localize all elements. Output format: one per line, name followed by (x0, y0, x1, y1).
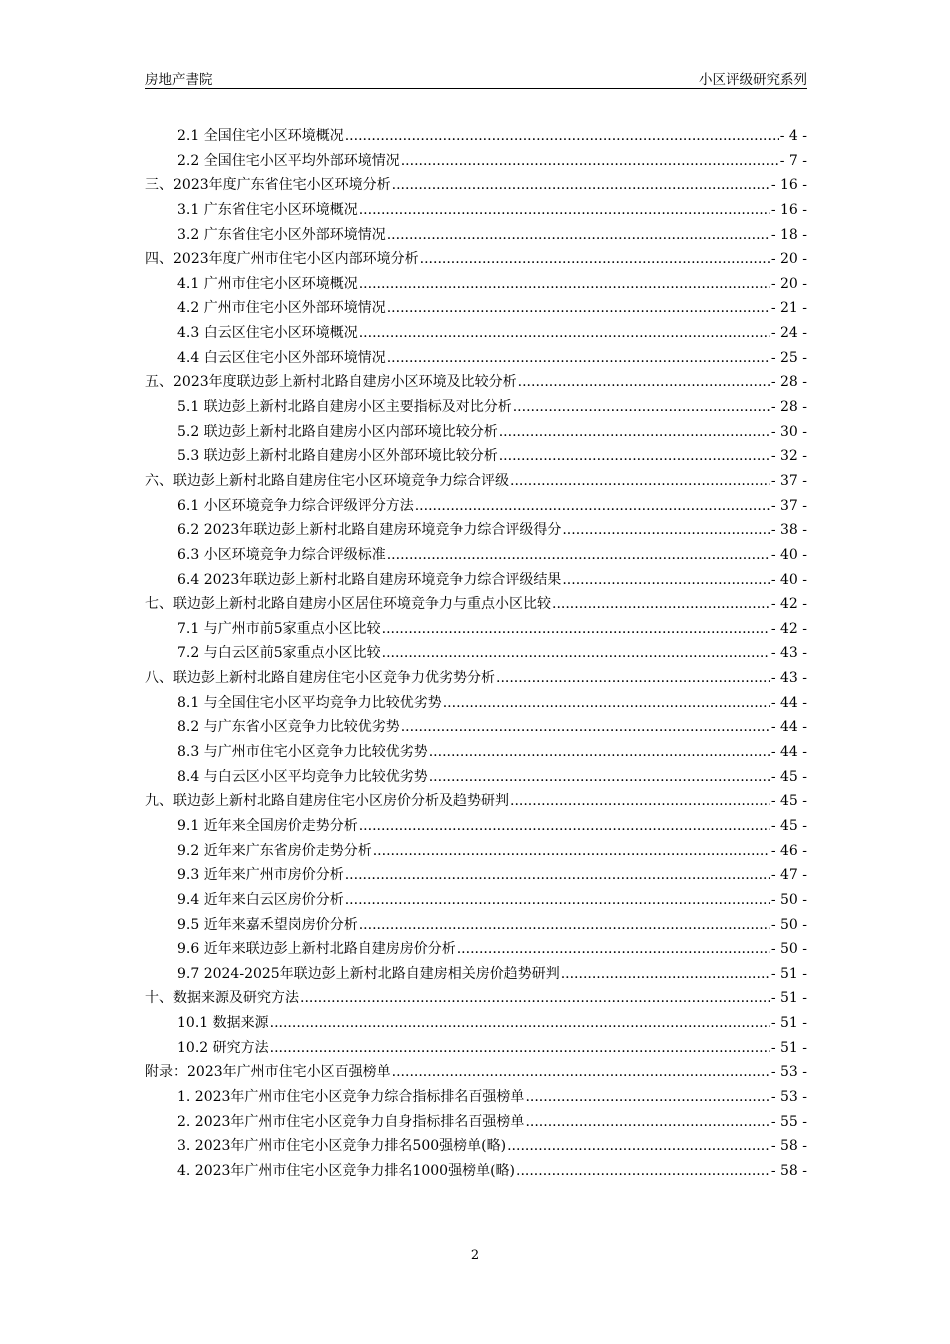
toc-chapter-entry[interactable] (145, 248, 807, 273)
toc-section-entry[interactable] (145, 692, 807, 717)
toc-entry-page: - 44 - (770, 719, 807, 736)
toc-section-entry[interactable] (145, 1037, 807, 1062)
toc-section-entry[interactable] (145, 618, 807, 643)
toc-entry-title: 六、联边彭上新村北路自建房住宅小区环境竞争力综合评级 (145, 472, 509, 489)
toc-dot-leader (561, 966, 770, 982)
toc-dot-leader (382, 645, 770, 661)
toc-entry-page: - 40 - (770, 571, 807, 588)
toc-entry-page: - 20 - (770, 251, 807, 268)
toc-entry-title: 3.2 广东省住宅小区外部环境情况 (177, 226, 386, 243)
toc-entry-title: 五、2023年度联边彭上新村北路自建房小区环境及比较分析 (145, 374, 517, 391)
toc-entry-page: - 53 - (770, 1064, 807, 1081)
header-left-title: 房地产書院 (145, 72, 213, 88)
toc-section-entry[interactable] (145, 716, 807, 741)
toc-entry-page: - 7 - (779, 152, 807, 169)
toc-dot-leader (270, 1040, 770, 1056)
table-of-contents (145, 125, 807, 1185)
toc-section-entry[interactable] (145, 741, 807, 766)
toc-section-entry[interactable] (145, 519, 807, 544)
toc-entry-page: - 53 - (770, 1088, 807, 1105)
toc-dot-leader (359, 276, 770, 292)
toc-dot-leader (387, 227, 770, 243)
toc-entry-title: 9.6 近年来联边彭上新村北路自建房房价分析 (177, 941, 456, 958)
toc-dot-leader (401, 153, 779, 169)
toc-section-entry[interactable] (145, 1012, 807, 1037)
toc-section-entry[interactable] (145, 1160, 807, 1185)
toc-entry-page: - 43 - (770, 645, 807, 662)
toc-chapter-entry[interactable] (145, 790, 807, 815)
toc-entry-page: - 4 - (779, 128, 807, 144)
toc-section-entry[interactable] (145, 347, 807, 372)
toc-entry-title: 10.1 数据来源 (177, 1015, 269, 1032)
toc-entry-page: - 42 - (770, 596, 807, 613)
toc-entry-title: 3.1 广东省住宅小区环境概况 (177, 201, 358, 218)
toc-section-entry[interactable] (145, 199, 807, 224)
toc-section-entry[interactable] (145, 766, 807, 791)
toc-entry-page: - 46 - (770, 842, 807, 859)
toc-entry-title: 2.2 全国住宅小区平均外部环境情况 (177, 152, 400, 169)
toc-entry-title: 6.1 小区环境竞争力综合评级评分方法 (177, 497, 414, 514)
toc-entry-title: 9.7 2024-2025年联边彭上新村北路自建房相关房价趋势研判 (177, 965, 560, 982)
toc-dot-leader (359, 917, 770, 933)
toc-entry-page: - 32 - (770, 448, 807, 465)
toc-dot-leader (392, 177, 770, 193)
toc-entry-title: 4.4 白云区住宅小区外部环境情况 (177, 349, 386, 366)
toc-dot-leader (457, 941, 770, 957)
toc-entry-page: - 50 - (770, 916, 807, 933)
toc-entry-title: 十、数据来源及研究方法 (145, 990, 299, 1007)
toc-entry-title: 4.2 广州市住宅小区外部环境情况 (177, 300, 386, 317)
toc-entry-page: - 40 - (770, 546, 807, 563)
toc-entry-title: 9.4 近年来白云区房价分析 (177, 891, 344, 908)
toc-dot-leader (562, 522, 769, 538)
toc-dot-leader (510, 473, 770, 489)
toc-entry-page: - 45 - (770, 768, 807, 785)
toc-chapter-entry[interactable] (145, 371, 807, 396)
toc-dot-leader (516, 1163, 770, 1179)
toc-dot-leader (300, 990, 770, 1006)
toc-entry-title: 七、联边彭上新村北路自建房小区居住环境竞争力与重点小区比较 (145, 596, 551, 613)
toc-entry-title: 5.2 联边彭上新村北路自建房小区内部环境比较分析 (177, 423, 498, 440)
toc-entry-title: 5.3 联边彭上新村北路自建房小区外部环境比较分析 (177, 448, 498, 465)
toc-entry-page: - 55 - (770, 1113, 807, 1130)
toc-dot-leader (359, 818, 770, 834)
toc-entry-title: 8.3 与广州市住宅小区竞争力比较优劣势 (177, 744, 428, 761)
toc-entry-title: 7.2 与白云区前5家重点小区比较 (177, 645, 381, 662)
toc-entry-page: - 51 - (770, 1039, 807, 1056)
toc-entry-title: 2.1 全国住宅小区环境概况 (177, 128, 344, 144)
toc-dot-leader (359, 325, 770, 341)
toc-entry-page: - 16 - (770, 177, 807, 194)
toc-entry-title: 九、联边彭上新村北路自建房住宅小区房价分析及趋势研判 (145, 793, 509, 810)
toc-chapter-entry[interactable] (145, 174, 807, 199)
toc-dot-leader (401, 719, 770, 735)
toc-section-entry[interactable] (145, 297, 807, 322)
toc-section-entry[interactable] (145, 938, 807, 963)
toc-entry-page: - 44 - (770, 694, 807, 711)
toc-entry-page: - 51 - (770, 1015, 807, 1032)
toc-entry-title: 7.1 与广州市前5家重点小区比较 (177, 620, 381, 637)
toc-dot-leader (429, 744, 770, 760)
toc-entry-title: 2. 2023年广州市住宅小区竞争力自身指标排名百强榜单 (177, 1113, 525, 1130)
toc-dot-leader (359, 202, 770, 218)
toc-entry-title: 四、2023年度广州市住宅小区内部环境分析 (145, 251, 419, 268)
toc-chapter-entry[interactable] (145, 1061, 807, 1086)
toc-entry-title: 4.1 广州市住宅小区环境概况 (177, 275, 358, 292)
toc-section-entry[interactable] (145, 963, 807, 988)
toc-entry-page: - 37 - (770, 497, 807, 514)
toc-entry-page: - 20 - (770, 275, 807, 292)
toc-dot-leader (443, 695, 770, 711)
toc-dot-leader (499, 424, 770, 440)
toc-entry-page: - 24 - (770, 325, 807, 342)
toc-section-entry[interactable] (145, 544, 807, 569)
toc-chapter-entry[interactable] (145, 987, 807, 1012)
toc-dot-leader (562, 572, 769, 588)
toc-section-entry[interactable] (145, 889, 807, 914)
toc-entry-title: 8.2 与广东省小区竞争力比较优劣势 (177, 719, 400, 736)
toc-entry-page: - 45 - (770, 793, 807, 810)
toc-entry-page: - 44 - (770, 744, 807, 761)
toc-dot-leader (387, 300, 770, 316)
toc-entry-page: - 51 - (770, 965, 807, 982)
toc-dot-leader (382, 621, 770, 637)
toc-dot-leader (387, 547, 770, 563)
toc-entry-title: 10.2 研究方法 (177, 1039, 269, 1056)
toc-entry-page: - 50 - (770, 941, 807, 958)
page-header (145, 66, 807, 89)
toc-section-entry[interactable] (145, 569, 807, 594)
toc-section-entry[interactable] (145, 495, 807, 520)
toc-dot-leader (345, 867, 770, 883)
toc-entry-title: 9.2 近年来广东省房价走势分析 (177, 842, 372, 859)
toc-dot-leader (345, 128, 779, 144)
toc-dot-leader (507, 1138, 770, 1154)
header-right-title: 小区评级研究系列 (699, 72, 807, 88)
toc-section-entry[interactable] (145, 445, 807, 470)
toc-entry-title: 6.3 小区环境竞争力综合评级标准 (177, 546, 386, 563)
toc-chapter-entry[interactable] (145, 667, 807, 692)
toc-entry-title: 1. 2023年广州市住宅小区竞争力综合指标排名百强榜单 (177, 1088, 525, 1105)
toc-section-entry[interactable] (145, 396, 807, 421)
toc-dot-leader (499, 448, 770, 464)
toc-entry-title: 9.5 近年来嘉禾望岗房价分析 (177, 916, 358, 933)
toc-section-entry[interactable] (145, 864, 807, 889)
toc-entry-page: - 58 - (770, 1162, 807, 1179)
toc-entry-title: 三、2023年度广东省住宅小区环境分析 (145, 177, 391, 194)
toc-dot-leader (420, 251, 770, 267)
toc-dot-leader (345, 892, 770, 908)
toc-section-entry[interactable] (145, 125, 807, 150)
toc-entry-title: 附录：2023年广州市住宅小区百强榜单 (145, 1064, 391, 1081)
toc-section-entry[interactable] (145, 322, 807, 347)
toc-dot-leader (525, 1089, 769, 1105)
page-number: 2 (470, 1248, 480, 1263)
toc-dot-leader (513, 399, 770, 415)
toc-entry-page: - 30 - (770, 423, 807, 440)
toc-section-entry[interactable] (145, 273, 807, 298)
toc-entry-page: - 51 - (770, 990, 807, 1007)
toc-section-entry[interactable] (145, 1086, 807, 1111)
toc-section-entry[interactable] (145, 840, 807, 865)
toc-entry-page: - 43 - (770, 670, 807, 687)
toc-entry-page: - 47 - (770, 867, 807, 884)
toc-section-entry[interactable] (145, 224, 807, 249)
toc-dot-leader (496, 670, 770, 686)
toc-section-entry[interactable] (145, 150, 807, 175)
toc-entry-title: 6.2 2023年联边彭上新村北路自建房环境竞争力综合评级得分 (177, 522, 562, 539)
toc-entry-page: - 50 - (770, 891, 807, 908)
toc-dot-leader (392, 1064, 770, 1080)
toc-entry-page: - 38 - (770, 522, 807, 539)
toc-chapter-entry[interactable] (145, 470, 807, 495)
toc-section-entry[interactable] (145, 815, 807, 840)
toc-dot-leader (518, 374, 770, 390)
toc-entry-title: 8.4 与白云区小区平均竞争力比较优劣势 (177, 768, 428, 785)
toc-dot-leader (552, 596, 770, 612)
toc-entry-page: - 45 - (770, 817, 807, 834)
toc-entry-page: - 25 - (770, 349, 807, 366)
toc-entry-title: 4. 2023年广州市住宅小区竞争力排名1000强榜单(略) (177, 1162, 515, 1179)
toc-entry-title: 3. 2023年广州市住宅小区竞争力排名500强榜单(略) (177, 1138, 507, 1155)
toc-section-entry[interactable] (145, 1135, 807, 1160)
toc-entry-page: - 16 - (770, 201, 807, 218)
toc-entry-page: - 58 - (770, 1138, 807, 1155)
toc-entry-title: 8.1 与全国住宅小区平均竞争力比较优劣势 (177, 694, 442, 711)
toc-entry-title: 9.1 近年来全国房价走势分析 (177, 817, 358, 834)
toc-section-entry[interactable] (145, 421, 807, 446)
toc-entry-title: 八、联边彭上新村北路自建房住宅小区竞争力优劣势分析 (145, 670, 495, 687)
toc-dot-leader (373, 843, 770, 859)
toc-section-entry[interactable] (145, 1111, 807, 1136)
toc-entry-page: - 28 - (770, 399, 807, 416)
toc-dot-leader (270, 1015, 770, 1031)
toc-dot-leader (415, 498, 770, 514)
toc-chapter-entry[interactable] (145, 593, 807, 618)
toc-entry-title: 5.1 联边彭上新村北路自建房小区主要指标及对比分析 (177, 399, 512, 416)
toc-section-entry[interactable] (145, 642, 807, 667)
toc-entry-page: - 28 - (770, 374, 807, 391)
toc-dot-leader (387, 350, 770, 366)
toc-dot-leader (429, 769, 770, 785)
toc-section-entry[interactable] (145, 914, 807, 939)
toc-entry-page: - 37 - (770, 472, 807, 489)
toc-entry-page: - 18 - (770, 226, 807, 243)
toc-entry-title: 4.3 白云区住宅小区环境概况 (177, 325, 358, 342)
toc-dot-leader (510, 793, 770, 809)
toc-dot-leader (525, 1114, 769, 1130)
toc-entry-page: - 21 - (770, 300, 807, 317)
toc-entry-title: 6.4 2023年联边彭上新村北路自建房环境竞争力综合评级结果 (177, 571, 562, 588)
toc-entry-page: - 42 - (770, 620, 807, 637)
toc-entry-title: 9.3 近年来广州市房价分析 (177, 867, 344, 884)
